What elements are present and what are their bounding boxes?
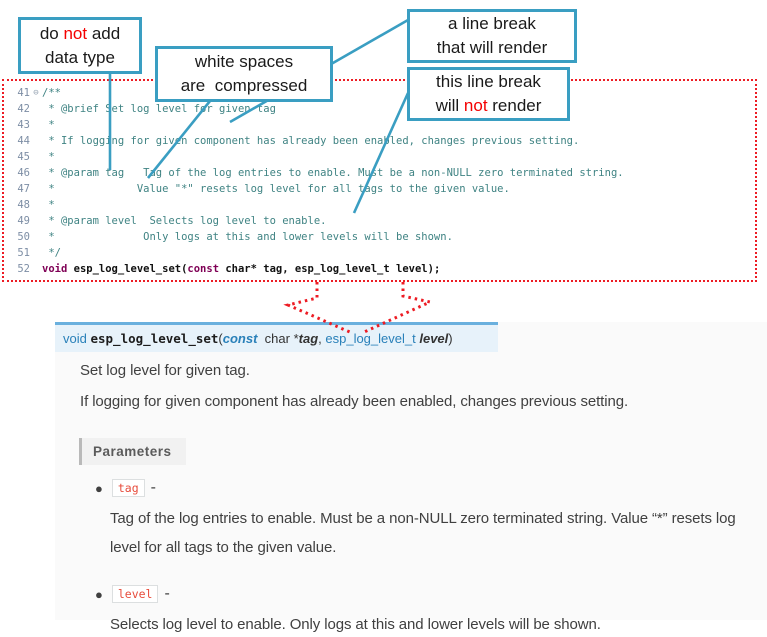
line-number: 44 bbox=[17, 135, 30, 147]
callout-text: white spaces bbox=[194, 52, 294, 71]
code-text: * If logging for given component has already been enabled, changes previous setting. bbox=[42, 135, 580, 147]
line-number: 50 bbox=[17, 231, 30, 243]
detailed-description: If logging for given component has already been enabled, changes previous setting. bbox=[80, 393, 629, 410]
fold-icon bbox=[30, 245, 42, 261]
code-text: * Value "*" resets log level for all tags to the given value. bbox=[42, 183, 510, 195]
code-editor-snippet bbox=[2, 79, 757, 282]
code-text: * bbox=[42, 199, 55, 211]
code-text: * @param tag Tag of the log entries to enable. Must be a non-NULL zero terminated string. bbox=[42, 167, 624, 179]
code-text: /** bbox=[42, 87, 61, 99]
line-number: 51 bbox=[17, 247, 30, 259]
code-line bbox=[4, 229, 624, 245]
code-line bbox=[4, 181, 624, 197]
line-number: 46 bbox=[17, 167, 30, 179]
parameter-item bbox=[95, 478, 755, 562]
fold-icon bbox=[30, 149, 42, 165]
parameter-description: Selects log level to enable. Only logs at this and lower levels will be shown. bbox=[110, 616, 601, 633]
code-text: * bbox=[42, 119, 55, 131]
callout-text: that will render bbox=[436, 38, 548, 57]
line-number: 45 bbox=[17, 151, 30, 163]
code-line bbox=[4, 165, 624, 181]
parameter-separator: - bbox=[150, 479, 156, 496]
code-line bbox=[4, 261, 624, 277]
callout-linebreak-render bbox=[407, 9, 577, 63]
brief-description: Set log level for given tag. bbox=[80, 362, 250, 379]
fold-icon bbox=[30, 101, 42, 117]
parameter-item bbox=[95, 584, 755, 637]
fold-icon: ⊖ bbox=[33, 88, 39, 98]
parameter-name-chip: level bbox=[112, 585, 159, 603]
parameter-list bbox=[95, 478, 755, 637]
code-line bbox=[4, 213, 624, 229]
rendered-doc-panel bbox=[55, 322, 767, 633]
line-number: 47 bbox=[17, 183, 30, 195]
fold-icon bbox=[30, 117, 42, 133]
callout-text: are compressed bbox=[180, 76, 308, 95]
code-line bbox=[4, 197, 624, 213]
fold-icon bbox=[30, 229, 42, 245]
callout-text: this line break bbox=[436, 72, 541, 91]
line-number: 52 bbox=[17, 263, 30, 275]
fold-icon bbox=[30, 181, 42, 197]
line-number: 41 bbox=[17, 87, 30, 99]
callout-whitespace bbox=[155, 46, 333, 102]
callout-linebreak-norender bbox=[407, 67, 570, 121]
callout-text: data type bbox=[45, 47, 115, 67]
parameter-name-chip: tag bbox=[112, 479, 145, 497]
code-text: * @param level Selects log level to enable. bbox=[42, 215, 327, 227]
callout-text: a line break bbox=[448, 14, 536, 33]
fold-icon bbox=[30, 133, 42, 149]
callout-no-datatype bbox=[18, 17, 142, 74]
callout-text: do not add bbox=[39, 23, 121, 43]
bullet-icon: ● bbox=[95, 586, 103, 602]
line-number: 48 bbox=[17, 199, 30, 211]
code-line bbox=[4, 133, 624, 149]
line-number: 49 bbox=[17, 215, 30, 227]
fold-icon bbox=[30, 197, 42, 213]
code-text: void esp_log_level_set(const char* tag, esp_log_level_t level); bbox=[42, 263, 441, 275]
parameters-heading: Parameters bbox=[79, 438, 186, 465]
code-line bbox=[4, 245, 624, 261]
code-line bbox=[4, 149, 624, 165]
parameter-separator: - bbox=[164, 585, 170, 602]
fold-icon bbox=[30, 261, 42, 277]
parameter-description: Tag of the log entries to enable. Must be a non-NULL zero terminated string. Value “*” resets log level for all tags to the given value. bbox=[110, 510, 736, 556]
bullet-icon: ● bbox=[95, 480, 103, 496]
code-text: * @brief Set log level for given tag bbox=[42, 103, 276, 115]
function-signature: void esp_log_level_set(const char *tag, esp_log_level_t level) bbox=[55, 322, 498, 352]
code-text: * Only logs at this and lower levels will be shown. bbox=[42, 231, 453, 243]
callout-text: will not render bbox=[435, 96, 542, 115]
code-text: */ bbox=[42, 247, 61, 259]
fold-icon bbox=[30, 165, 42, 181]
line-number: 43 bbox=[17, 119, 30, 131]
code-text: * bbox=[42, 151, 55, 163]
fold-icon bbox=[30, 213, 42, 229]
line-number: 42 bbox=[17, 103, 30, 115]
